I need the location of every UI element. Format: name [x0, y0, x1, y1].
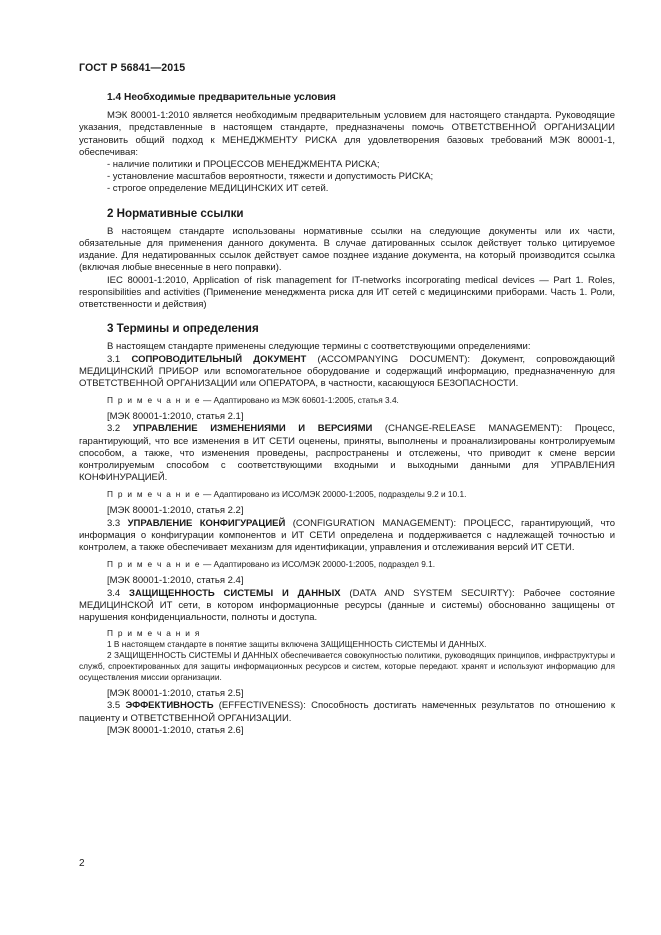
term-note	[79, 489, 615, 500]
term-number: 3.2	[107, 423, 121, 435]
term-number: 3.4	[107, 587, 121, 599]
page-number: 2	[79, 858, 85, 869]
note-label: П р и м е ч а н и е	[107, 489, 201, 500]
term-name: СОПРОВОДИТЕЛЬНЫЙ ДОКУМЕНТ	[131, 353, 307, 365]
section-1-4-paragraph: МЭК 80001-1:2010 является необходимым предварительным условием для настоящего стандарта. Руководящие указания, представленные в настоящем стандарте, предназначены помочь ОТВЕТСТВЕННОЙ ОРГАНИЗАЦИИ установить общий подход к МЕНЕДЖМЕНТУ РИСКА для удовлетворения базовых требований МЭК 80001-1, обеспечивая:	[79, 110, 615, 158]
term-source: [МЭК 80001-1:2010, статья 2.5]	[107, 688, 244, 700]
section-2-paragraph: В настоящем стандарте использованы нормативные ссылки на следующие документы или их части, обязательные для применения данного документа. В случае датированных ссылок действует только цитируемое издание. Для недатированных ссылок действует самое позднее издание документа, на который производится ссылка (включая любые внесенные в него поправки).	[79, 225, 615, 274]
term-number: 3.3	[107, 517, 121, 529]
term-definition: (ACCOMPANYING DOCUMENT): Документ, сопровождающий МЕДИЦИНСКИЙ ПРИБОР или вспомогательное оборудование и содержащий информацию, предназначенную для ОТВЕТСТВЕННОЙ ОРГАНИЗАЦИИ или ОПЕРАТОРА, в частности, касающуюся БЕЗОПАСНОСТИ.	[79, 353, 615, 390]
term-3-1	[79, 354, 615, 391]
term-definition: (CONFIGURATION MANAGEMENT): ПРОЦЕСС, гарантирующий, что информация о конфигурации компонентов и ИТ СЕТИ определена и поддерживается с надлежащей точностью и контролем, а также обеспечивает механизм для идентификации, управления и отслеживания версий ИТ СЕТИ.	[79, 517, 615, 554]
note-label: П р и м е ч а н и е	[107, 395, 201, 406]
note-text: — Адаптировано из ИСО/МЭК 20000-1:2005, подраздел 9.1.	[200, 559, 436, 570]
note-item: 1 В настоящем стандарте в понятие защиты включена ЗАЩИЩЕННОСТЬ СИСТЕМЫ И ДАННЫХ.	[107, 639, 487, 650]
term-note	[79, 559, 615, 570]
term-note	[79, 395, 615, 406]
term-source: [МЭК 80001-1:2010, статья 2.1]	[107, 411, 244, 423]
term-notes	[79, 628, 615, 683]
note-item: 2 ЗАЩИЩЕННОСТЬ СИСТЕМЫ И ДАННЫХ обеспечивается совокупностью политики, руководящих принципов, инфраструктуры и служб, спроектированных для защиты информационных ресурсов и систем, которые передают. хранят и используют информацию для осуществления миссии организации.	[79, 650, 615, 683]
term-name: УПРАВЛЕНИЕ КОНФИГУРАЦИЕЙ	[127, 517, 286, 529]
note-label: П р и м е ч а н и е	[107, 559, 201, 570]
term-number: 3.1	[107, 353, 121, 365]
term-source: [МЭК 80001-1:2010, статья 2.4]	[107, 575, 244, 587]
term-source: [МЭК 80001-1:2010, статья 2.2]	[107, 505, 244, 517]
term-definition: (CHANGE-RELEASE MANAGEMENT): Процесс, гарантирующий, что все изменения в ИТ СЕТИ оценены, приняты, выполнены и проанализированы контролируемым способом, а также, что изменения проведены, распространены и отслежены, что приводит к смене версии контролируемым способом с соответствующими входными и выходными данными для УПРАВЛЕНИЯ КОНФИНУРАЦИЕЙ.	[79, 423, 615, 484]
term-definition: (EFFECTIVENESS): Способность достигать намеченных результатов по отношению к пациенту и ОТВЕТСТВЕННОЙ ОРГАНИЗАЦИИ.	[79, 700, 615, 724]
term-number: 3.5	[107, 700, 121, 712]
normative-reference: IEC 80001-1:2010, Application of risk management for IT-networks incorporating medical devices — Part 1. Roles, responsibilities and activities (Применение менеджмента риска для ИТ сетей с медицинскими приборами. Часть 1. Роли, ответственности и действия)	[79, 274, 615, 311]
note-text: — Адаптировано из ИСО/МЭК 20000-1:2005, подразделы 9.2 и 10.1.	[200, 489, 467, 500]
term-definition: (DATA AND SYSTEM SECUIRTY): Рабочее состояние МЕДИЦИНСКОЙ ИТ сети, в котором информационные ресурсы (данные и системы) обоснованно защищены от нарушения конфиденциальности, полноты и доступа.	[79, 587, 615, 623]
term-3-2	[79, 423, 615, 484]
list-item: - установление масштабов вероятности, тяжести и допустимость РИСКА;	[107, 171, 434, 183]
term-name: ЭФФЕКТИВНОСТЬ	[125, 700, 214, 712]
document-body	[79, 92, 615, 737]
term-name: УПРАВЛЕНИЕ ИЗМЕНЕНИЯМИ И ВЕРСИЯМИ	[132, 423, 373, 435]
section-3-intro: В настоящем стандарте применены следующие термины с соответствующими определениями:	[107, 341, 531, 353]
notes-label: П р и м е ч а н и я	[107, 628, 201, 639]
standard-code-header: ГОСТ Р 56841—2015	[79, 62, 186, 74]
term-3-3	[79, 518, 615, 555]
term-3-4	[79, 588, 615, 625]
term-name: ЗАЩИЩЕННОСТЬ СИСТЕМЫ И ДАННЫХ	[129, 587, 341, 599]
section-2-heading: 2 Нормативные ссылки	[107, 206, 244, 220]
section-3-heading: 3 Термины и определения	[107, 322, 259, 336]
term-source: [МЭК 80001-1:2010, статья 2.6]	[107, 724, 244, 736]
section-1-4-heading: 1.4 Необходимые предварительные условия	[107, 92, 336, 103]
term-3-5	[79, 700, 615, 724]
note-text: — Адаптировано из МЭК 60601-1:2005, статья 3.4.	[200, 395, 399, 406]
list-item: - наличие политики и ПРОЦЕССОВ МЕНЕДЖМЕНТА РИСКА;	[107, 159, 380, 171]
list-item: - строгое определение МЕДИЦИНСКИХ ИТ сетей.	[107, 183, 329, 195]
